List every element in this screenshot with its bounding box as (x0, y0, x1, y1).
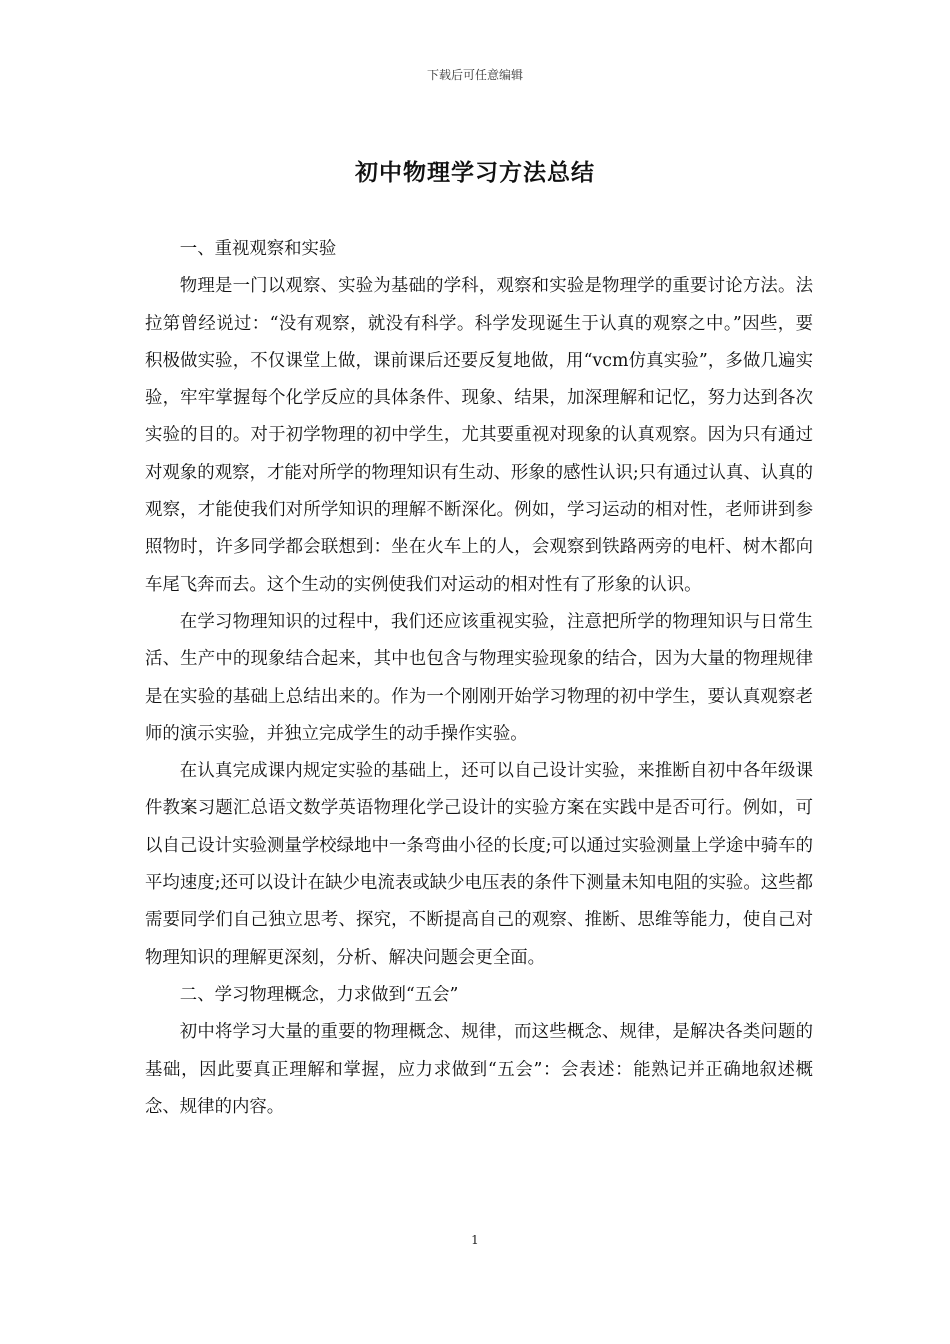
header-note: 下载后可任意编辑 (426, 68, 523, 82)
section-heading: 二、学习物理概念，力求做到“五会” (179, 984, 459, 1005)
document-body (145, 231, 813, 1126)
body-paragraph: 物理是一门以观察、实验为基础的学科，观察和实验是物理学的重要讨论方法。法拉第曾经说过：“没有观察，就没有科学。科学发现诞生于认真的观察之中。”因些，要积极做实验，不仅课堂上做，课前课后还要反复地做，用“vcm仿真实验”，多做几遍实验，牢牢掌握每个化学反应的具体条件、现象、结果，加深理解和记忆，努力达到各次实验的目的。对于初学物理的初中学生，尤其要重视对现象的认真观察。因为只有通过对观象的观察，才能对所学的物理知识有生动、形象的感性认识;只有通过认真、认真的观察，才能使我们对所学知识的理解不断深化。例如，学习运动的相对性，老师讲到参照物时，许多同学都会联想到：坐在火车上的人，会观察到铁路两旁的电杆、树木都向车尾飞奔而去。这个生动的实例使我们对运动的相对性有了形象的认识。 (145, 276, 813, 595)
body-paragraph: 在认真完成课内规定实验的基础上，还可以自己设计实验，来推断自初中各年级课件教案习题汇总语文数学英语物理化学己设计的实验方案在实践中是否可行。例如，可以自己设计实验测量学校绿地中一条弯曲小径的长度;可以通过实验测量上学途中骑车的平均速度;还可以设计在缺少电流表或缺少电压表的条件下测量未知电阻的实验。这些都需要同学们自己独立思考、探究，不断提高自己的观察、推断、思维等能力，使自己对物理知识的理解更深刻，分析、解决问题会更全面。 (145, 761, 813, 968)
body-paragraph: 在学习物理知识的过程中，我们还应该重视实验，注意把所学的物理知识与日常生活、生产中的现象结合起来，其中也包含与物理实验现象的结合，因为大量的物理规律是在实验的基础上总结出来的。作为一个刚刚开始学习物理的初中学生，要认真观察老师的演示实验，并独立完成学生的动手操作实验。 (145, 611, 813, 744)
body-paragraph: 初中将学习大量的重要的物理概念、规律，而这些概念、规律，是解决各类问题的基础，因此要真正理解和掌握，应力求做到“五会”：会表述：能熟记并正确地叙述概念、规律的内容。 (145, 1022, 813, 1117)
document-title: 初中物理学习方法总结 (355, 159, 595, 186)
page-number: 1 (471, 1233, 479, 1247)
section-heading: 一、重视观察和实验 (179, 239, 337, 259)
